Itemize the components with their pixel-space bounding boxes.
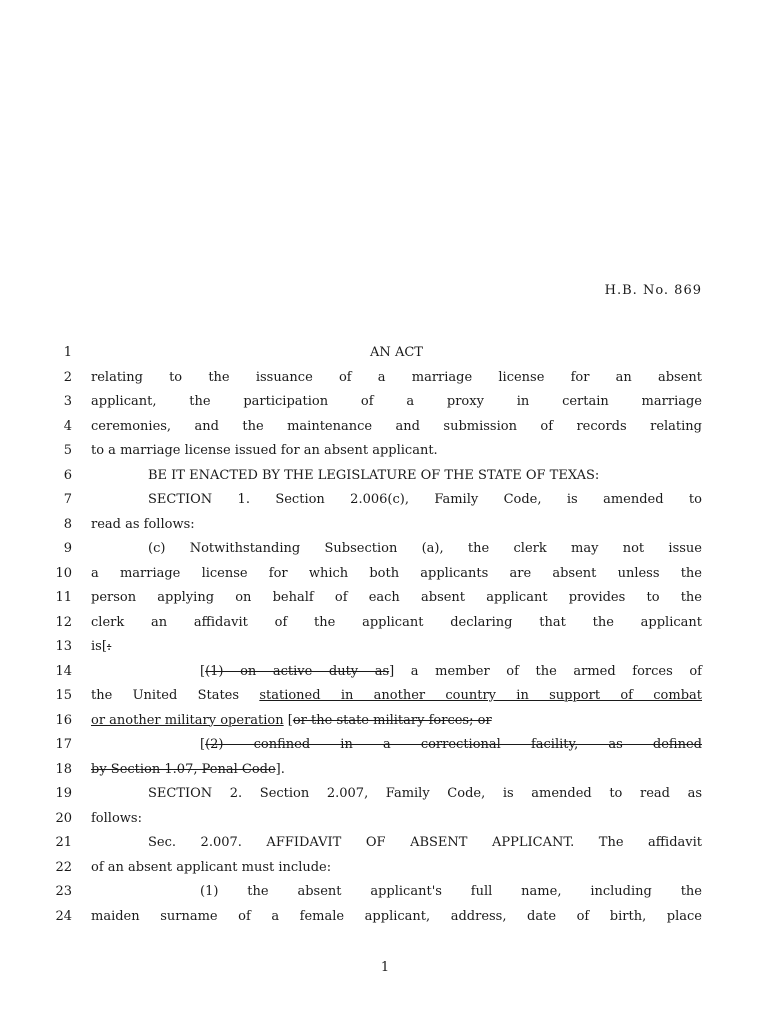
line-text [91,419,702,434]
underlined-text: stationed in another country in support of combat [259,688,702,703]
line-text [91,884,702,899]
bill-line [0,538,770,563]
line-number: 6 [63,467,72,483]
text-segment: Sec. 2.007. AFFIDAVIT OF ABSENT APPLICANT. The affidavit [148,835,702,850]
bill-line [0,710,770,735]
line-number: 24 [55,908,72,924]
line-text [91,713,702,728]
bill-line [0,367,770,392]
line-text [91,443,702,458]
bill-line [0,612,770,637]
line-text [91,860,702,875]
line-number: 17 [55,737,72,752]
text-segment: relating to the issuance of a marriage license for an absent [91,369,702,385]
line-text [91,394,702,409]
text-segment: (c) Notwithstanding Subsection (a), the clerk may not issue [148,541,702,556]
bill-line [0,685,770,710]
line-text [91,590,702,605]
bill-line [0,563,770,588]
struck-text: or the state military forces; or [292,712,492,728]
line-text [91,762,702,777]
line-text [91,345,702,360]
line-number: 18 [55,761,72,777]
text-segment: follows: [91,810,142,826]
bill-line [0,661,770,686]
line-text [91,786,702,801]
line-text [91,566,702,581]
underlined-text: or another military operation [91,712,284,728]
text-segment: ] a member of the armed forces of [389,663,702,679]
struck-text: (1) on active duty as [205,663,390,679]
line-number: 12 [55,614,72,630]
bill-line [0,832,770,857]
text-segment: ceremonies, and the maintenance and submission of records relating [91,418,702,434]
line-number: 9 [63,541,72,556]
text-segment: [ [200,737,206,752]
line-text [91,811,702,826]
line-text [91,688,702,703]
text-segment: person applying on behalf of each absent applicant provides to the [91,590,702,605]
text-segment: BE IT ENACTED BY THE LEGISLATURE OF THE STATE OF TEXAS: [148,467,600,483]
bill-line [0,734,770,759]
line-number: 2 [63,369,72,385]
struck-text: by Section 1.07, Penal Code [91,761,276,777]
text-segment: ]. [275,761,285,777]
bill-line [0,342,770,367]
page-number: 1 [380,960,390,975]
text-segment: is[ [91,639,107,654]
bill-line [0,636,770,661]
line-number: 1 [63,345,72,360]
line-number: 13 [55,639,72,654]
line-number: 21 [55,835,72,850]
line-text [91,541,702,556]
line-number: 11 [55,590,72,605]
line-number: 23 [55,884,72,899]
text-segment: (1) the absent applicant's full name, including the [200,884,702,899]
line-number: 20 [55,810,72,826]
bill-line [0,440,770,465]
bill-line [0,391,770,416]
line-text [91,492,702,507]
line-text [91,909,702,924]
line-number: 10 [55,565,72,581]
bill-text [0,342,770,930]
line-text [91,835,702,850]
line-number: 8 [63,516,72,532]
text-segment: [ [200,663,206,679]
line-text [91,737,702,752]
bill-line [0,489,770,514]
bill-number: H.B. No. 869 [604,283,702,298]
line-text [91,517,702,532]
bill-line [0,881,770,906]
text-segment: AN ACT [370,345,423,360]
text-segment: clerk an affidavit of the applicant declaring that the applicant [91,614,702,630]
text-segment: read as follows: [91,516,195,532]
text-segment: [ [283,712,293,728]
line-number: 5 [63,443,72,458]
line-number: 19 [55,786,72,801]
text-segment: the United States [91,688,260,703]
line-number: 22 [55,859,72,875]
line-number: 16 [55,712,72,728]
line-number: 14 [55,663,72,679]
bill-line [0,783,770,808]
text-segment: of an absent applicant must include: [91,859,332,875]
line-number: 3 [63,394,72,409]
bill-line [0,759,770,784]
bill-line [0,514,770,539]
bill-line [0,416,770,441]
text-segment: to a marriage license issued for an absent applicant. [91,443,438,458]
line-text [91,664,702,679]
bill-line [0,465,770,490]
text-segment: applicant, the participation of a proxy in certain marriage [91,394,702,409]
bill-line [0,587,770,612]
struck-text: (2) confined in a correctional facility, as defined [205,737,702,752]
bill-line [0,857,770,882]
text-segment: a marriage license for which both applicants are absent unless the [91,565,702,581]
bill-line [0,906,770,931]
line-text [91,639,702,654]
line-number: 7 [63,492,72,507]
line-text [91,370,702,385]
line-number: 4 [63,418,72,434]
text-segment: SECTION 1. Section 2.006(c), Family Code, is amended to [148,492,702,507]
struck-text: : [106,639,112,654]
text-segment: SECTION 2. Section 2.007, Family Code, is amended to read as [148,786,702,801]
line-text [91,468,702,483]
text-segment: maiden surname of a female applicant, address, date of birth, place [91,908,702,924]
line-text [91,615,702,630]
bill-line [0,808,770,833]
line-number: 15 [55,688,72,703]
